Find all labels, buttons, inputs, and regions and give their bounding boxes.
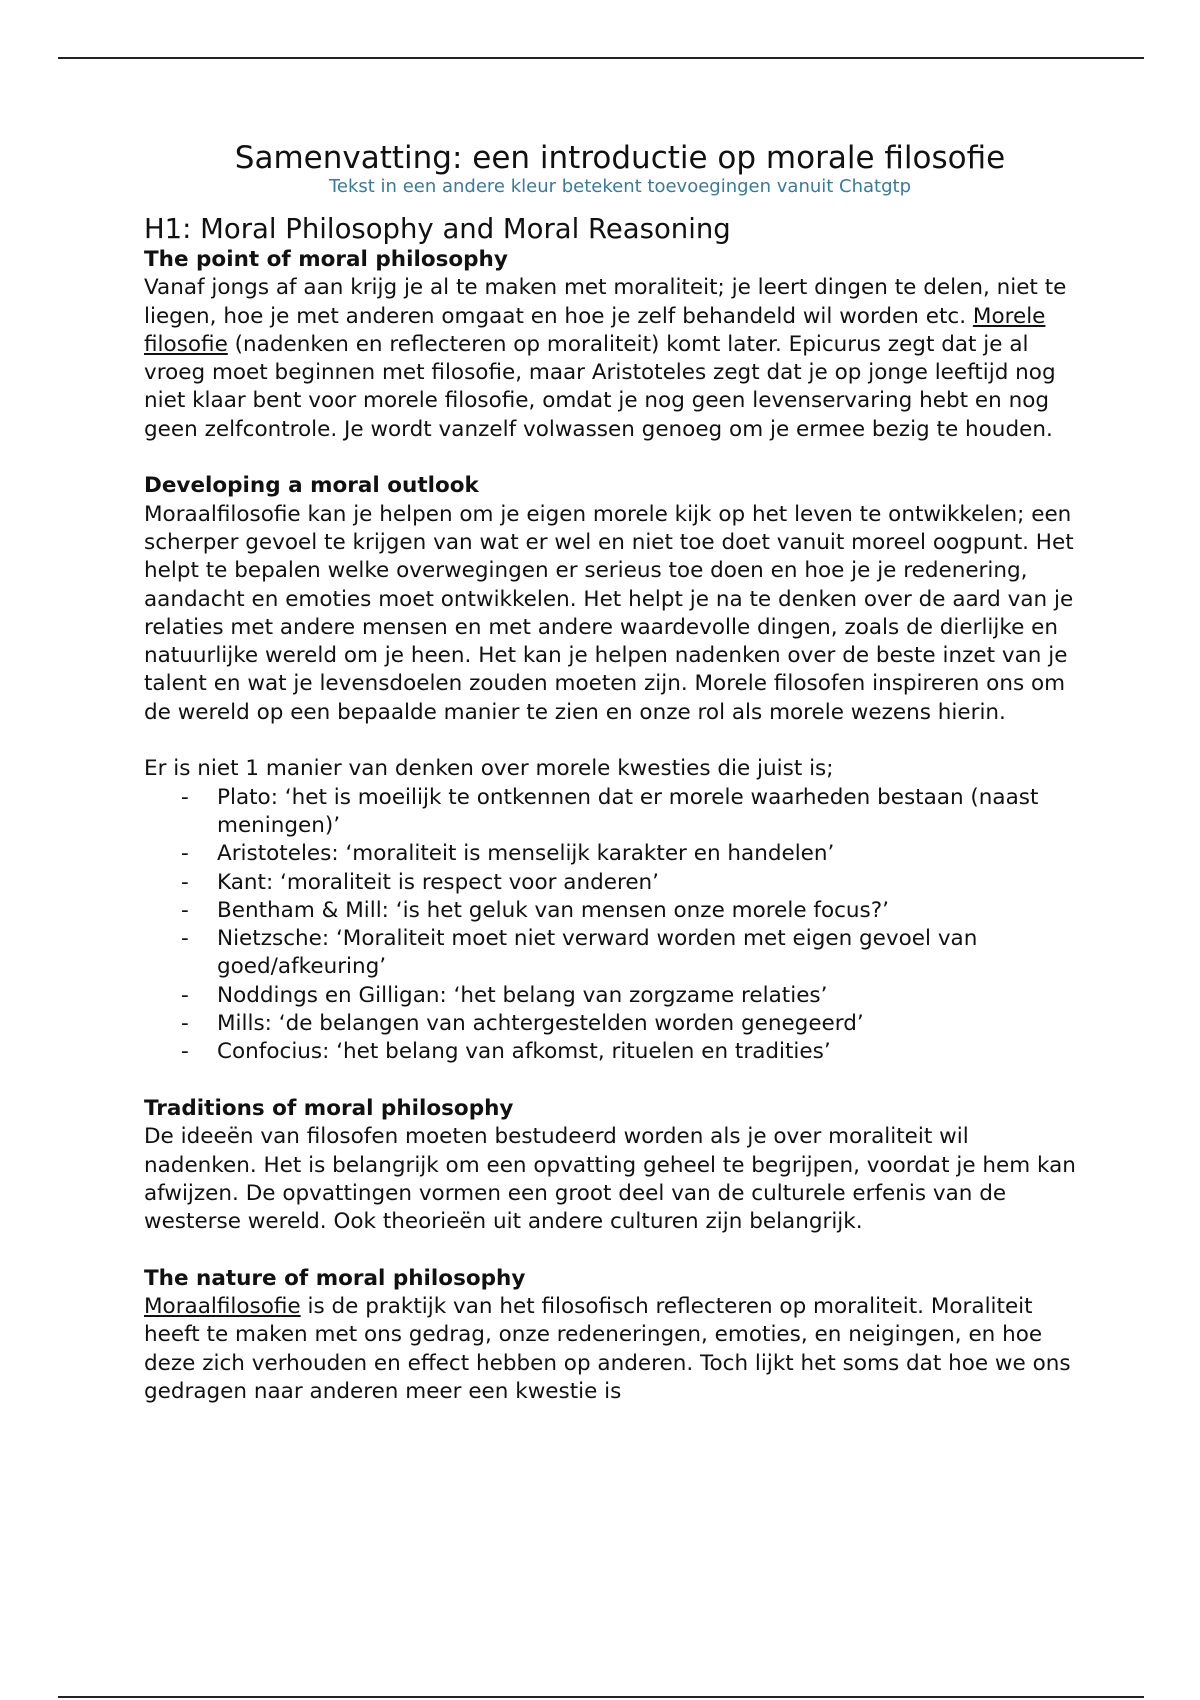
paragraph-spacer: [144, 1067, 1084, 1095]
dash-bullet: -: [181, 841, 189, 867]
list-item-text: Plato: ‘het is moeilijk te ontkennen dat er morele waarheden bestaan (naast meningen)’: [217, 784, 1039, 838]
top-page-rule: [58, 57, 1144, 59]
dash-bullet: -: [181, 1011, 189, 1037]
list-item-text: Noddings en Gilligan: ‘het belang van zorgzame relaties’: [217, 982, 828, 1008]
list-item: [144, 925, 1084, 982]
list-item: [144, 982, 1084, 1010]
list-item: [144, 1038, 1084, 1066]
term-moraalfilosofie: Moraalfilosofie: [144, 1293, 301, 1319]
paragraph-spacer: [144, 727, 1084, 755]
paragraph-spacer: [144, 1236, 1084, 1264]
list-item-text: Confocius: ‘het belang van afkomst, rituelen en tradities’: [217, 1039, 831, 1065]
dash-bullet: -: [181, 784, 189, 810]
document-body: [144, 140, 1084, 1406]
section-paragraph-traditions: De ideeën van filosofen moeten bestudeerd worden als je over moraliteit wil nadenken. Het is belangrijk om een opvatting geheel te begrijpen, voordat je hem kan afwijzen. De opvattingen vormen een groot deel van de culturele erfenis van de westerse wereld. Ook theorieën uit andere culturen zijn belangrijk.: [144, 1124, 1076, 1235]
paragraph-text: (nadenken en reflecteren op moraliteit) komt later. Epicurus zegt dat je al vroeg moet beginnen met filosofie, maar Aristoteles zegt dat je op jonge leeftijd nog niet klaar bent voor morele filosofie, omdat je nog geen levenservaring hebt en nog geen zelfcontrole. Je wordt vanzelf volwassen genoeg om je ermee bezig te houden.: [144, 331, 1056, 442]
section-heading-nature: The nature of moral philosophy: [144, 1265, 526, 1291]
dash-bullet: -: [181, 869, 189, 895]
bottom-page-rule: [58, 1696, 1144, 1698]
section-paragraph-point: [144, 274, 1084, 444]
list-item: [144, 840, 1084, 868]
list-item-text: Nietzsche: ‘Moraliteit moet niet verward worden met eigen gevoel van goed/afkeuring’: [217, 926, 978, 980]
paragraph-text: is de praktijk van het filosofisch reflecteren op moraliteit. Moraliteit heeft te maken met ons gedrag, onze redeneringen, emoties, en neigingen, en hoe deze zich verhouden en effect hebben op anderen. Toch lijkt het soms dat hoe we ons gedragen naar anderen meer een kwestie is: [144, 1293, 1071, 1404]
philosophers-list: [144, 784, 1084, 1067]
list-item-text: Aristoteles: ‘moraliteit is menselijk karakter en handelen’: [217, 841, 835, 867]
section-heading-outlook: Developing a moral outlook: [144, 473, 479, 499]
list-item: [144, 869, 1084, 897]
document-subtitle: Tekst in een andere kleur betekent toevoegingen vanuit Chatgtp: [328, 176, 912, 197]
section-heading-traditions: Traditions of moral philosophy: [144, 1095, 514, 1121]
dash-bullet: -: [181, 982, 189, 1008]
term-morele-filosofie: Morele filosofie: [144, 303, 1046, 357]
chapter-heading: H1: Moral Philosophy and Moral Reasoning: [144, 213, 731, 245]
dash-bullet: -: [181, 897, 189, 923]
list-item-text: Bentham & Mill: ‘is het geluk van mensen onze morele focus?’: [217, 897, 890, 923]
document-title: Samenvatting: een introductie op morale filosofie: [234, 140, 1006, 176]
paragraph-spacer: [144, 444, 1084, 472]
section-paragraph-outlook: Moraalfilosofie kan je helpen om je eigen morele kijk op het leven te ontwikkelen; een scherper gevoel te krijgen van wat er wel en niet toe doet vanuit moreel oogpunt. Het helpt te bepalen welke overwegingen er serieus toe doen en hoe je je redenering, aandacht en emoties moet ontwikkelen. Het helpt je na te denken over de aard van je relaties met andere mensen en met andere waardevolle dingen, zoals de dierlijke en natuurlijke wereld om je heen. Het kan je helpen nadenken over de beste inzet van je talent en wat je levensdoelen zouden moeten zijn. Morele filosofen inspireren ons om de wereld op een bepaalde manier te zien en onze rol als morele wezens hierin.: [144, 501, 1074, 725]
list-item-text: Kant: ‘moraliteit is respect voor anderen’: [217, 869, 660, 895]
list-item: [144, 897, 1084, 925]
dash-bullet: -: [181, 1039, 189, 1065]
paragraph-text: Vanaf jongs af aan krijg je al te maken met moraliteit; je leert dingen te delen, niet te liegen, hoe je met anderen omgaat en hoe je zelf behandeld wil worden etc.: [144, 275, 1067, 329]
list-item: [144, 1010, 1084, 1038]
section-paragraph-nature: [144, 1293, 1084, 1406]
list-item: [144, 784, 1084, 841]
list-intro: Er is niet 1 manier van denken over morele kwesties die juist is;: [144, 756, 834, 782]
dash-bullet: -: [181, 926, 189, 952]
section-heading-point: The point of moral philosophy: [144, 247, 508, 272]
list-item-text: Mills: ‘de belangen van achtergestelden worden genegeerd’: [217, 1011, 864, 1037]
